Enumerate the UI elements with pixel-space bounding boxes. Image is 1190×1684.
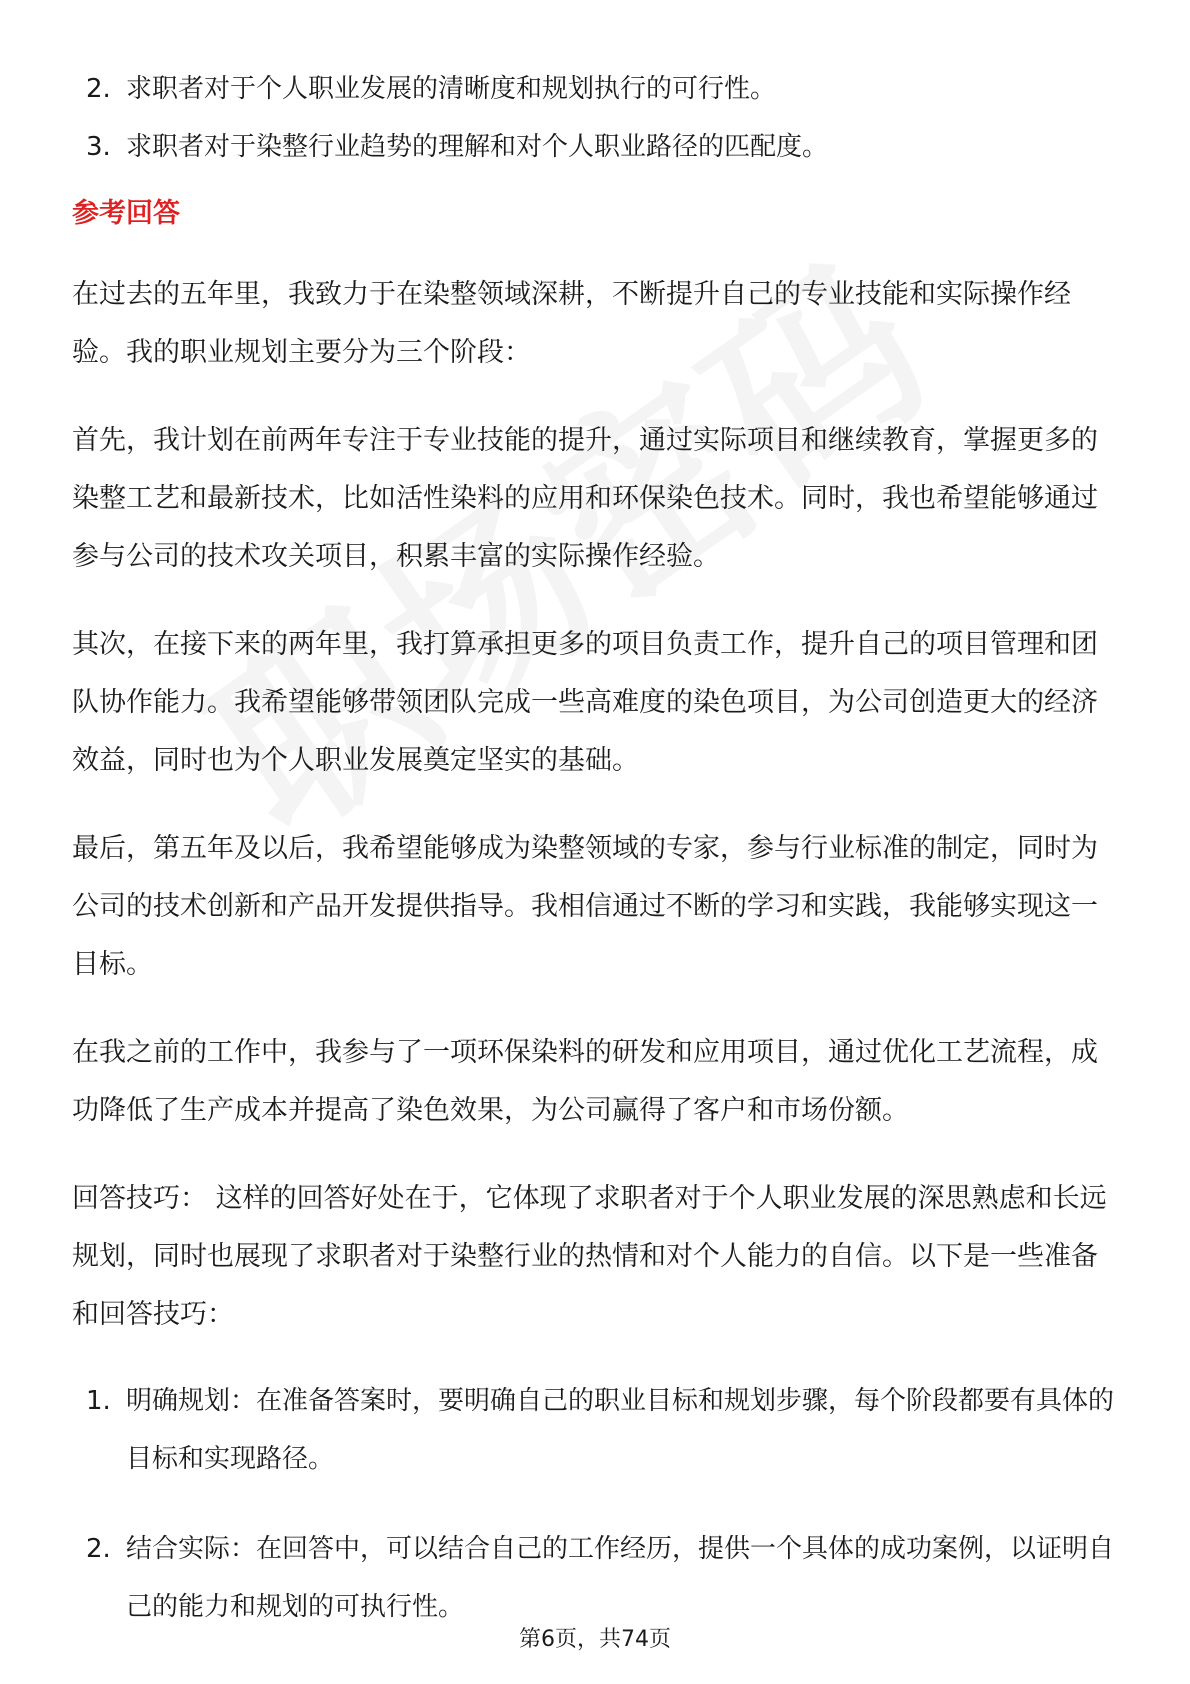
list-number: 2. [86,74,111,104]
list-text: 求职者对于染整行业趋势的理解和对个人职业路径的匹配度。 [126,132,829,162]
list-text: 求职者对于个人职业发展的清晰度和规划执行的可行性。 [126,74,777,104]
tips-list [72,1372,1124,1636]
list-text: 结合实际：在回答中，可以结合自己的工作经历，提供一个具体的成功案例，以证明自己的能力和规划的可执行性。 [126,1534,1115,1622]
list-item [72,118,1124,176]
list-text: 明确规划：在准备答案时，要明确自己的职业目标和规划步骤，每个阶段都要有具体的目标和实现路径。 [126,1386,1115,1474]
section-heading: 参考回答 [72,198,180,229]
list-number: 2. [86,1534,111,1564]
list-number: 1. [86,1386,111,1416]
list-item [72,60,1124,118]
paragraph: 在我之前的工作中，我参与了一项环保染料的研发和应用项目，通过优化工艺流程，成功降低了生产成本并提高了染色效果，为公司赢得了客户和市场份额。 [72,1037,1098,1126]
list-number: 3. [86,132,111,162]
list-item [72,1372,1124,1488]
content [72,60,1124,1668]
paragraph: 其次，在接下来的两年里，我打算承担更多的项目负责工作，提升自己的项目管理和团队协作能力。我希望能够带领团队完成一些高难度的染色项目，为公司创造更大的经济效益，同时也为个人职业发展奠定坚实的基础。 [72,629,1098,776]
paragraph: 回答技巧： 这样的回答好处在于，它体现了求职者对于个人职业发展的深思熟虑和长远规划，同时也展现了求职者对于染整行业的热情和对个人能力的自信。以下是一些准备和回答技巧： [72,1183,1107,1330]
list-item [72,1520,1124,1636]
page-footer: 第6页，共74页 [519,1627,671,1652]
paragraph: 最后，第五年及以后，我希望能够成为染整领域的专家，参与行业标准的制定，同时为公司的技术创新和产品开发提供指导。我相信通过不断的学习和实践，我能够实现这一目标。 [72,833,1098,980]
paragraph: 在过去的五年里，我致力于在染整领域深耕，不断提升自己的专业技能和实际操作经验。我的职业规划主要分为三个阶段： [72,279,1071,368]
criteria-list [72,60,1124,176]
paragraph: 首先，我计划在前两年专注于专业技能的提升，通过实际项目和继续教育，掌握更多的染整工艺和最新技术，比如活性染料的应用和环保染色技术。同时，我也希望能够通过参与公司的技术攻关项目，积累丰富的实际操作经验。 [72,425,1098,572]
